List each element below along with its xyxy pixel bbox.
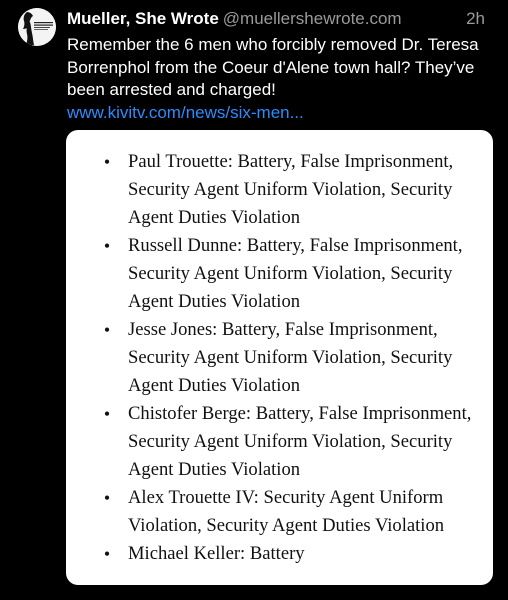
author-display-name[interactable]: Mueller, She Wrote [67, 9, 219, 28]
charges-list [100, 148, 488, 568]
embed-card[interactable] [66, 130, 493, 585]
author-handle[interactable]: @muellershewrote.com [222, 9, 402, 28]
bullet-icon: • [103, 544, 111, 564]
list-item [100, 540, 488, 568]
list-item-text: Alex Trouette IV: Security Agent Uniform Violation, Security Agent Duties Violation [128, 487, 445, 536]
avatar[interactable] [18, 8, 56, 46]
list-item-text: Russell Dunne: Battery, False Imprisonment, Security Agent Uniform Violation, Security Agent Duties Violation [128, 235, 463, 312]
post-header [67, 8, 497, 32]
post-link[interactable]: www.kivitv.com/news/six-men... [67, 102, 304, 122]
list-item [100, 484, 488, 540]
bullet-icon: • [103, 320, 111, 340]
post-body [67, 34, 492, 124]
bullet-icon: • [103, 152, 111, 172]
list-item-text: Chistofer Berge: Battery, False Imprisonment, Security Agent Uniform Violation, Security Agent Duties Violation [128, 403, 472, 480]
post-text: Remember the 6 men who forcibly removed Dr. Teresa Borrenphol from the Coeur d'Alene town hall? They’ve been arrested and charged! [67, 35, 479, 99]
bullet-icon: • [103, 236, 111, 256]
avatar-logo-icon [18, 8, 56, 46]
list-item-text: Michael Keller: Battery [128, 543, 305, 564]
list-item [100, 400, 488, 484]
list-item-text: Jesse Jones: Battery, False Imprisonment, Security Agent Uniform Violation, Security Agent Duties Violation [128, 319, 453, 396]
list-item [100, 232, 488, 316]
post-timestamp[interactable]: 2h [466, 9, 485, 28]
list-item [100, 316, 488, 400]
list-item-text: Paul Trouette: Battery, False Imprisonment, Security Agent Uniform Violation, Security Agent Duties Violation [128, 151, 454, 228]
bullet-icon: • [103, 404, 111, 424]
list-item [100, 148, 488, 232]
bullet-icon: • [103, 488, 111, 508]
